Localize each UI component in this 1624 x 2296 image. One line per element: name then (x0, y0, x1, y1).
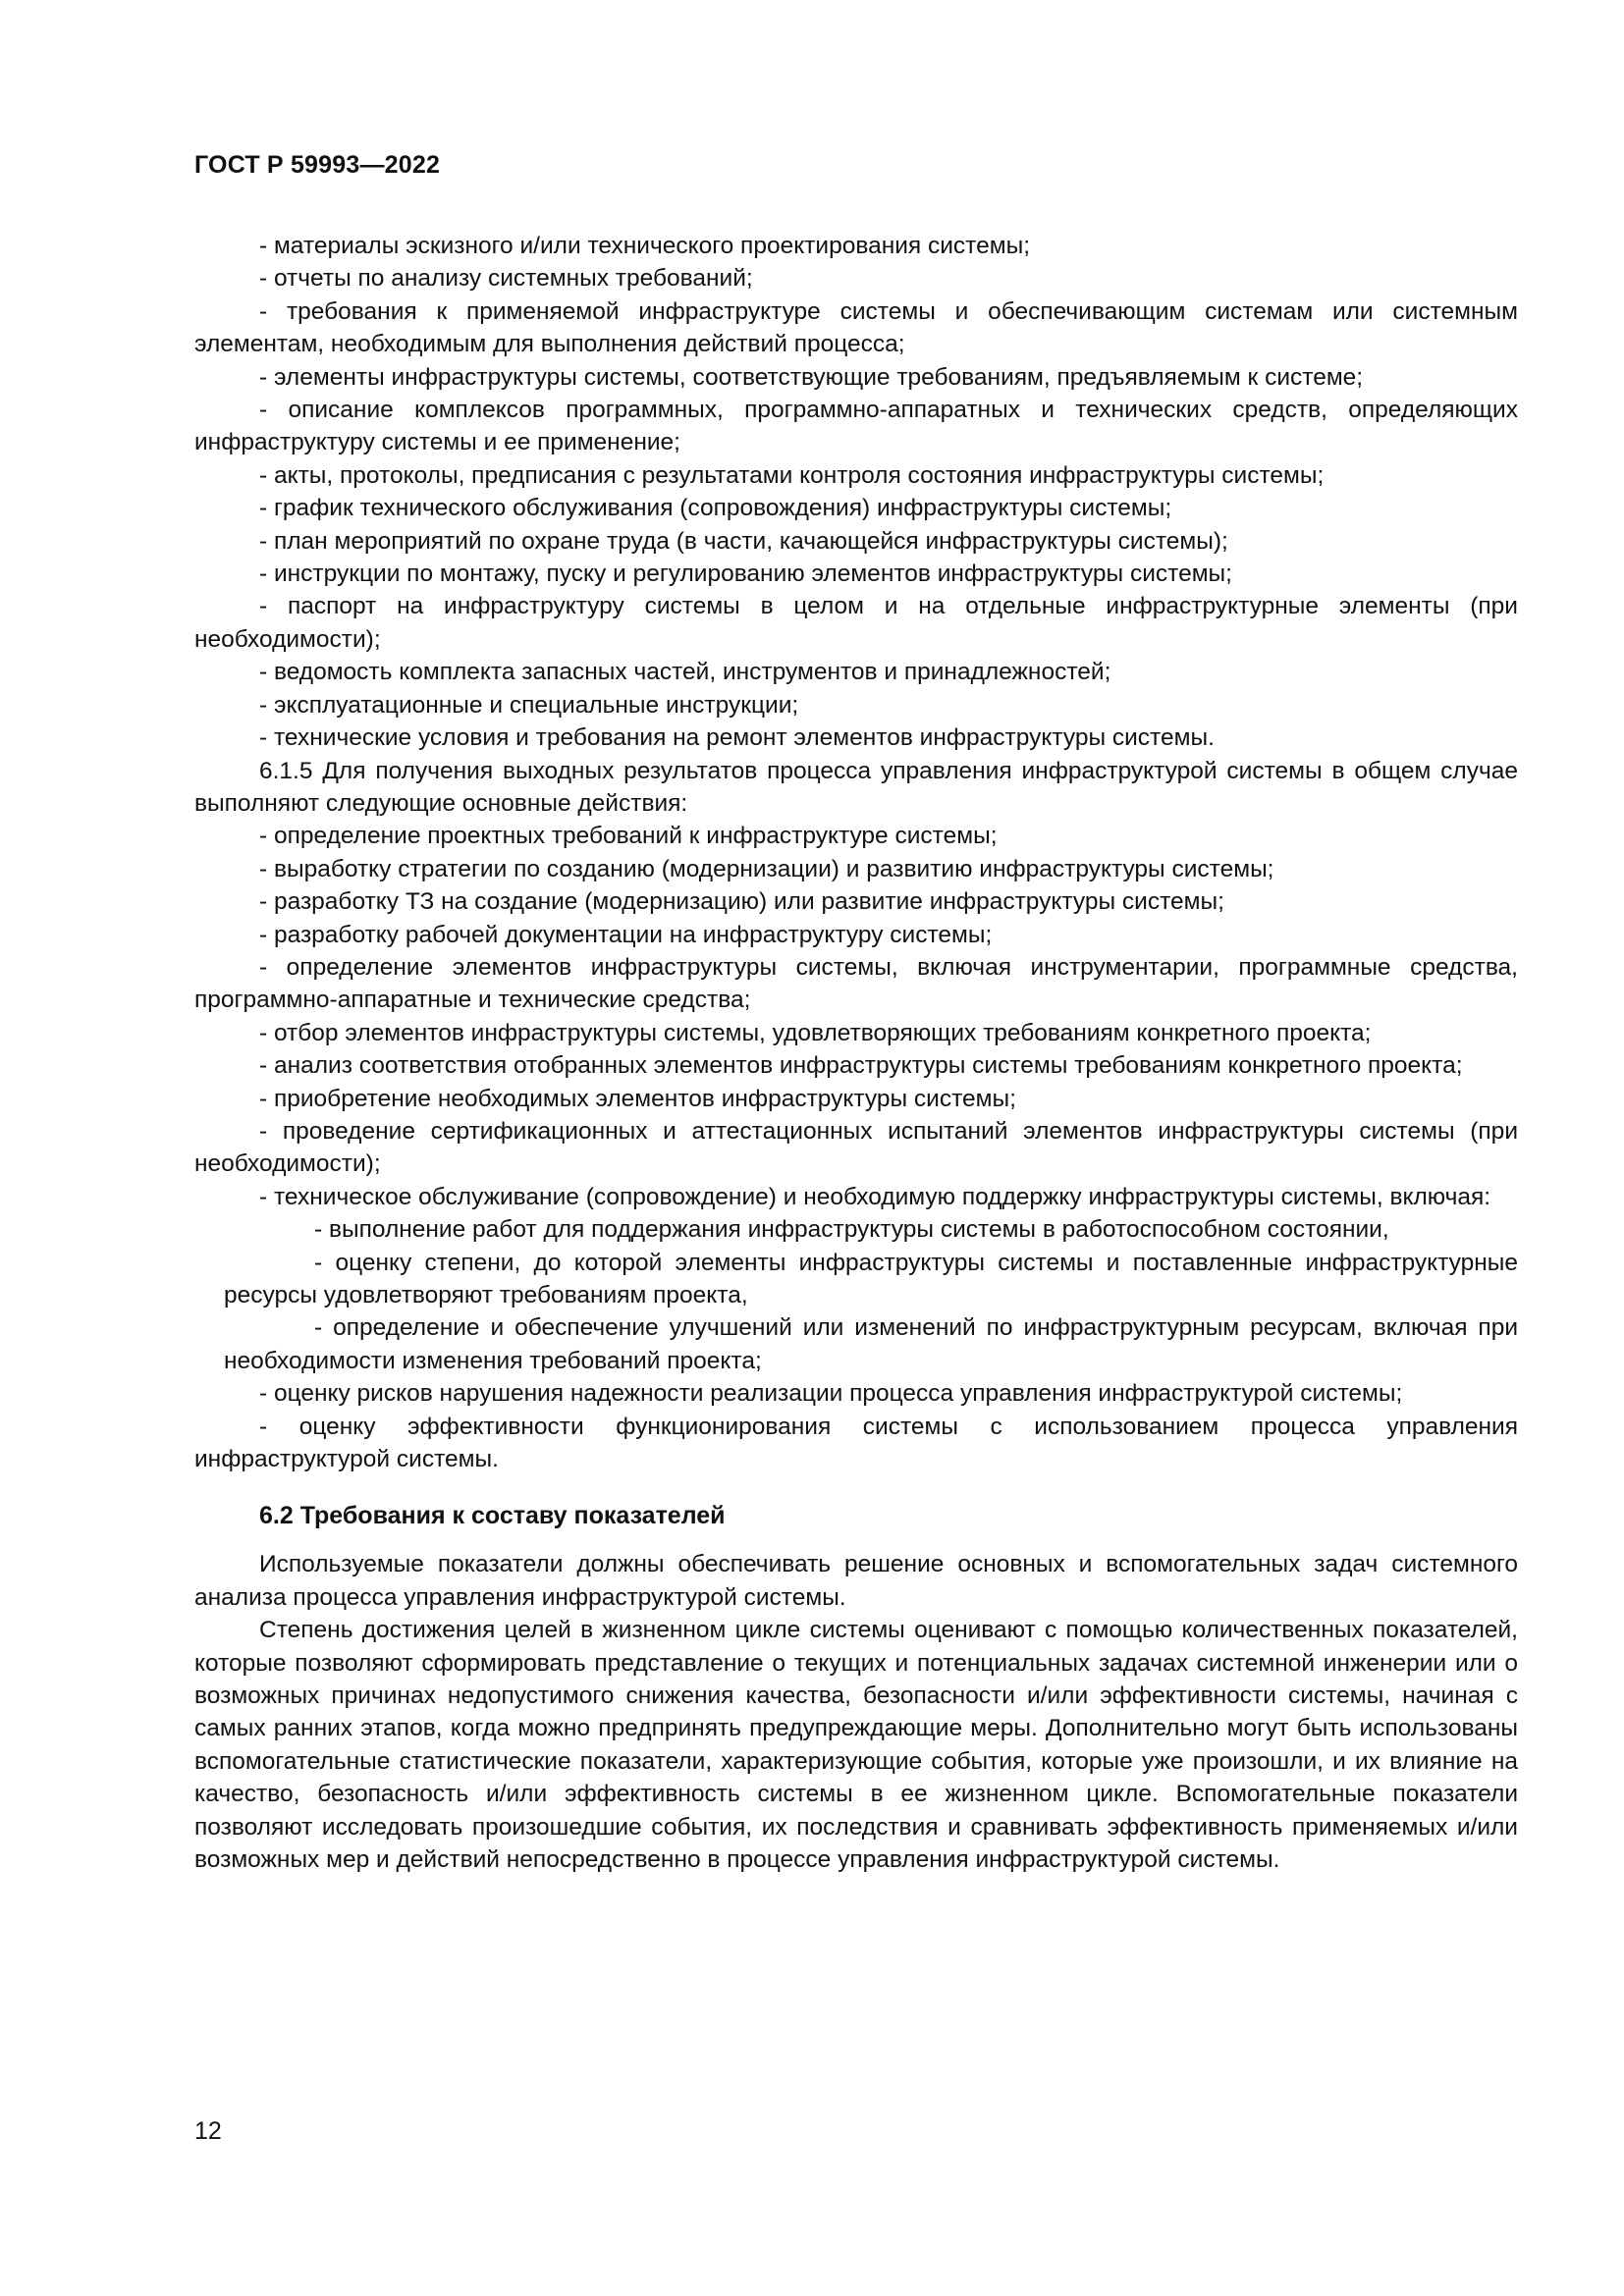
list-item: - разработку ТЗ на создание (модернизацию) или развитие инфраструктуры системы; (259, 888, 1224, 916)
list-item: - техническое обслуживание (сопровождение) и необходимую поддержку инфраструктуры системы, включая: (259, 1183, 1491, 1210)
list-item: - определение элементов инфраструктуры системы, включая инструментарии, программные средства, программно-аппаратные и технические средства; (194, 953, 1518, 1014)
list-item: - приобретение необходимых элементов инфраструктуры системы; (259, 1085, 1016, 1112)
list-item: - оценку эффективности функционирования системы с использованием процесса управления инфраструктурой системы. (194, 1413, 1518, 1473)
list-item: - технические условия и требования на ремонт элементов инфраструктуры системы. (259, 724, 1215, 752)
list-item: - требования к применяемой инфраструктуре системы и обеспечивающим системам или системным элементам, необходимым для выполнения действий процесса; (194, 297, 1518, 358)
section-heading-6-2: 6.2 Требования к составу показателей (259, 1502, 726, 1530)
list-item: - проведение сертификационных и аттестационных испытаний элементов инфраструктуры системы (при необходимости); (194, 1117, 1518, 1178)
list-item: - описание комплексов программных, программно-аппаратных и технических средств, определяющих инфраструктуру системы и ее применение; (194, 397, 1518, 456)
standard-code-header: ГОСТ Р 59993—2022 (194, 151, 441, 179)
clause-6-1-5: 6.1.5 Для получения выходных результатов процесса управления инфраструктурой системы в общем случае выполняют следующие основные действия: (194, 757, 1518, 817)
section-paragraph: Степень достижения целей в жизненном цикле системы оценивают с помощью количественных показателей, которые позволяют сформировать представление о текущих и потенциальных задачах системной инженерии или о возможных причинах недопустимого снижения качества, безопасности и/или эффективности системы, начиная с самых ранних этапов, когда можно предпринять предупреждающие меры. Дополнительно могут быть использованы вспомогательные статистические показатели, характеризующие события, которые уже произошли, и их влияние на качество, безопасность и/или эффективность системы в ее жизненном цикле. Вспомогательные показатели позволяют исследовать произошедшие события, их последствия и сравнивать эффективность применяемых и/или возможных мер и действий непосредственно в процессе управления инфраструктурой системы. (194, 1617, 1518, 1874)
list-item: - график технического обслуживания (сопровождения) инфраструктуры системы; (259, 495, 1172, 522)
sub-list-item: - выполнение работ для поддержания инфраструктуры системы в работоспособном состоянии, (314, 1216, 1389, 1244)
list-item: - акты, протоколы, предписания с результатами контроля состояния инфраструктуры системы; (259, 461, 1325, 489)
input-documents-list (194, 230, 1518, 755)
list-item: - материалы эскизного и/или технического проектирования системы; (259, 233, 1031, 259)
page-number: 12 (194, 2117, 222, 2145)
sub-list-item: - определение и обеспечение улучшений или изменений по инфраструктурным ресурсам, включая при необходимости изменения требований проекта; (224, 1314, 1518, 1374)
list-item: - оценку рисков нарушения надежности реализации процесса управления инфраструктурой системы; (259, 1380, 1403, 1408)
list-item: - ведомость комплекта запасных частей, инструментов и принадлежностей; (259, 659, 1111, 686)
main-actions-list (194, 820, 1518, 1213)
list-item: - элементы инфраструктуры системы, соответствующие требованиям, предъявляемым к системе; (259, 363, 1364, 391)
list-item: - отчеты по анализу системных требований; (259, 265, 753, 293)
list-item: - план мероприятий по охране труда (в части, качающейся инфраструктуры системы); (259, 527, 1228, 555)
maintenance-sublist (194, 1213, 1518, 1377)
list-item: - эксплуатационные и специальные инструкции; (259, 691, 799, 719)
evaluation-list (194, 1377, 1518, 1475)
list-item: - инструкции по монтажу, пуску и регулированию элементов инфраструктуры системы; (259, 561, 1232, 588)
list-item: - анализ соответствия отобранных элементов инфраструктуры системы требованиям конкретного проекта; (259, 1052, 1463, 1080)
list-item: - паспорт на инфраструктуру системы в целом и на отдельные инфраструктурные элементы (при необходимости); (194, 593, 1518, 653)
list-item: - выработку стратегии по созданию (модернизации) и развитию инфраструктуры системы; (259, 855, 1274, 882)
list-item: - отбор элементов инфраструктуры системы, удовлетворяющих требованиям конкретного проекта; (259, 1019, 1372, 1046)
document-body (194, 230, 1518, 1877)
section-paragraph: Используемые показатели должны обеспечивать решение основных и вспомогательных задач системного анализа процесса управления инфраструктурой системы. (194, 1551, 1518, 1611)
list-item: - определение проектных требований к инфраструктуре системы; (259, 823, 998, 850)
list-item: - разработку рабочей документации на инфраструктуру системы; (259, 921, 993, 948)
sub-list-item: - оценку степени, до которой элементы инфраструктуры системы и поставленные инфраструктурные ресурсы удовлетворяют требованиям проекта, (224, 1249, 1518, 1308)
